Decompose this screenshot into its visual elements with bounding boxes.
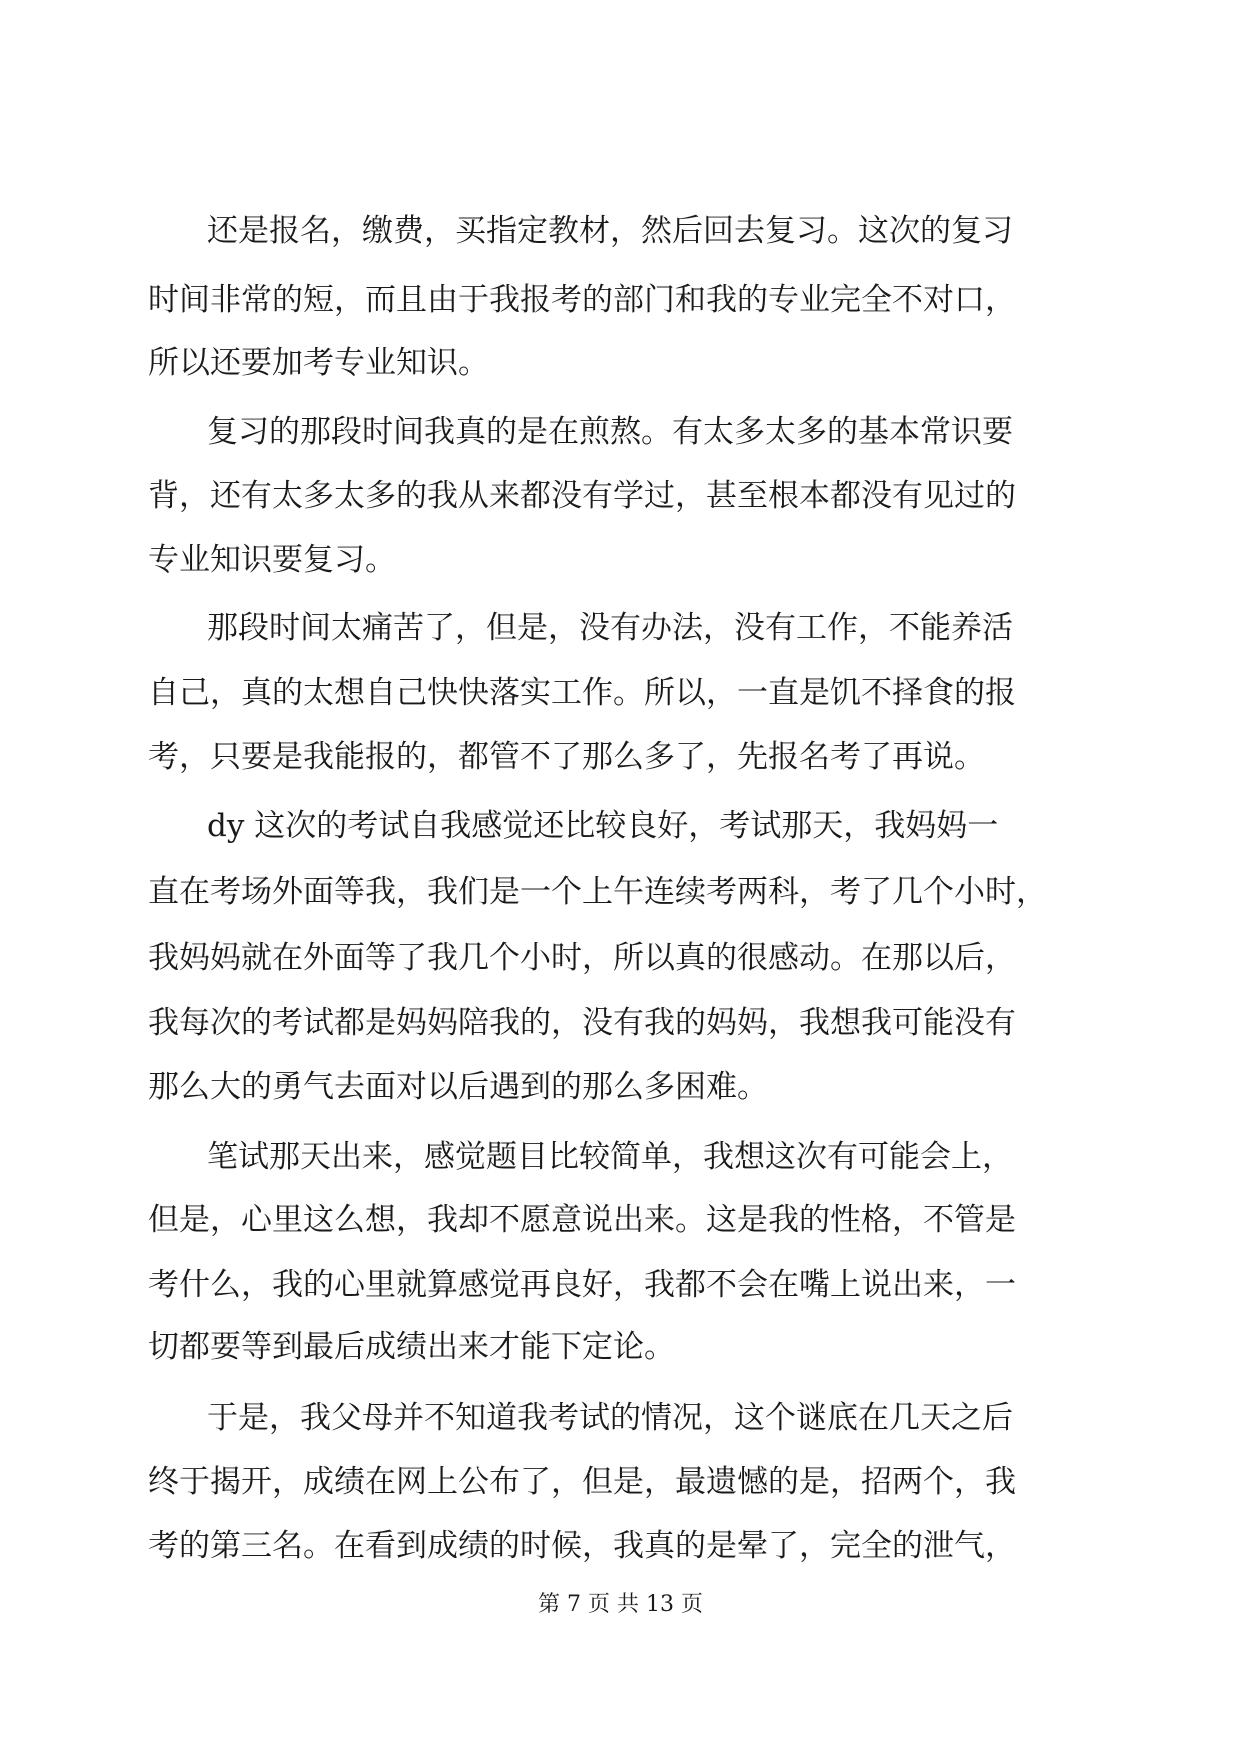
text-line-14: 那么大的勇气去面对以后遇到的那么多困难。 [148,1069,768,1105]
text-line-2: 时间非常的短，而且由于我报考的部门和我的专业完全不对口， [148,282,1016,318]
text-line-4: 复习的那段时间我真的是在煎熬。有太多太多的基本常识要 [207,414,1013,450]
text-line-11: 直在考场外面等我，我们是一个上午连续考两科，考了几个小时， [148,874,1047,910]
text-line-5: 背，还有太多太多的我从来都没有学过，甚至根本都没有见过的 [148,478,1016,514]
text-line-18: 切都要等到最后成绩出来才能下定论。 [148,1329,675,1365]
text-line-10: dy 这次的考试自我感觉还比较良好，考试那天，我妈妈一 [207,808,999,844]
text-line-19: 于是，我父母并不知道我考试的情况，这个谜底在几天之后 [207,1400,1013,1436]
text-line-17: 考什么，我的心里就算感觉再良好，我都不会在嘴上说出来，一 [148,1267,1016,1303]
text-line-20: 终于揭开，成绩在网上公布了，但是，最遗憾的是，招两个，我 [148,1464,1016,1500]
text-line-7: 那段时间太痛苦了，但是，没有办法，没有工作，不能养活 [207,610,1013,646]
text-line-13: 我每次的考试都是妈妈陪我的，没有我的妈妈，我想我可能没有 [148,1005,1016,1041]
text-line-6: 专业知识要复习。 [148,542,396,578]
text-line-12: 我妈妈就在外面等了我几个小时，所以真的很感动。在那以后， [148,940,1016,976]
text-line-3: 所以还要加考专业知识。 [148,345,489,381]
text-line-9: 考，只要是我能报的，都管不了那么多了，先报名考了再说。 [148,739,985,775]
page-number: 第 7 页 共 13 页 [538,1592,703,1617]
text-line-16: 但是，心里这么想，我却不愿意说出来。这是我的性格，不管是 [148,1202,1016,1238]
text-line-1: 还是报名，缴费，买指定教材，然后回去复习。这次的复习 [207,213,1013,249]
text-line-8: 自己，真的太想自己快快落实工作。所以，一直是饥不择食的报 [148,675,1016,711]
text-line-15: 笔试那天出来，感觉题目比较简单，我想这次有可能会上， [207,1139,1013,1175]
text-line-21: 考的第三名。在看到成绩的时候，我真的是晕了，完全的泄气， [148,1528,1016,1564]
